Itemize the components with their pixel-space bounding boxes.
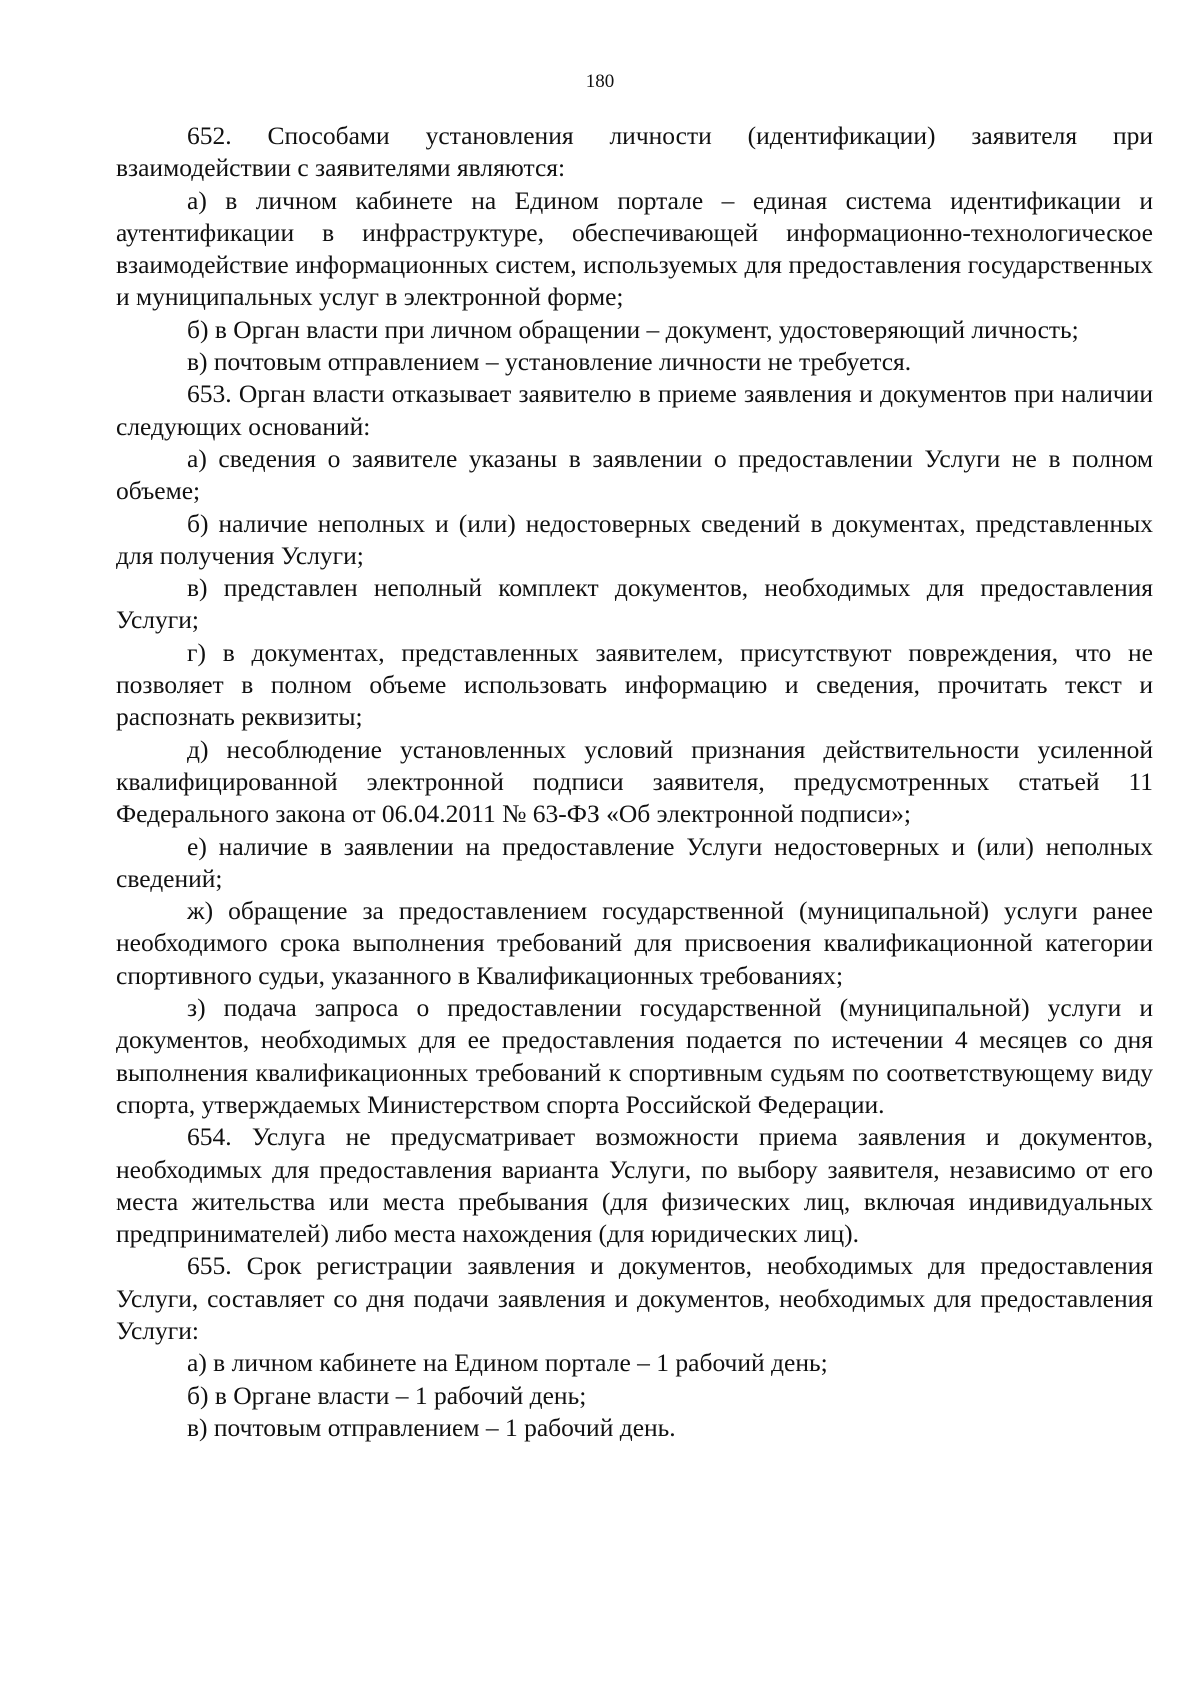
paragraph-653: 653. Орган власти отказывает заявителю в приеме заявления и документов при наличии следующих оснований: xyxy=(116,379,1153,441)
paragraph-653-e: е) наличие в заявлении на предоставление Услуги недостоверных и (или) неполных сведений; xyxy=(116,831,1153,893)
paragraph-655: 655. Срок регистрации заявления и документов, необходимых для предоставления Услуги, составляет со дня подачи заявления и документов, необходимых для предоставления Услуги: xyxy=(116,1251,1153,1345)
paragraph-652-v: в) почтовым отправлением – установление личности не требуется. xyxy=(187,347,912,377)
paragraph-655-a: а) в личном кабинете на Едином портале – 1 рабочий день; xyxy=(187,1348,828,1378)
paragraph-653-b: б) наличие неполных и (или) недостоверных сведений в документах, представленных для получения Услуги; xyxy=(116,508,1153,570)
paragraph-653-d: д) несоблюдение установленных условий признания действительности усиленной квалифицированной электронной подписи заявителя, предусмотренных статьей 11 Федерального закона от 06.04.2011 № 63-ФЗ «Об электронной подписи»; xyxy=(116,734,1153,829)
paragraph-654: 654. Услуга не предусматривает возможности приема заявления и документов, необходимых для предоставления варианта Услуги, по выбору заявителя, независимо от его места жительства или места пребывания (для физических лиц, включая индивидуальных предпринимателей) либо места нахождения (для юридических лиц). xyxy=(116,1122,1153,1249)
page-number: 180 xyxy=(585,71,615,92)
paragraph-655-b: б) в Органе власти – 1 рабочий день; xyxy=(187,1380,587,1410)
paragraph-652-a: а) в личном кабинете на Едином портале – единая система идентификации и аутентификации в инфраструктуре, обеспечивающей информационно-технологическое взаимодействие информационных систем, используемых для предоставления государственных и муниципальных услуг в электронной форме; xyxy=(116,185,1153,312)
paragraph-652: 652. Способами установления личности (идентификации) заявителя при взаимодействии с заявителями являются: xyxy=(116,121,1153,183)
paragraph-653-zh: ж) обращение за предоставлением государственной (муниципальной) услуги ранее необходимого срока выполнения требований для присвоения квалификационной категории спортивного судьи, указанного в Квалификационных требованиях; xyxy=(116,896,1153,990)
paragraph-653-v: в) представлен неполный комплект документов, необходимых для предоставления Услуги; xyxy=(116,573,1153,635)
paragraph-653-z: з) подача запроса о предоставлении государственной (муниципальной) услуги и документов, необходимых для ее предоставления подается по истечении 4 месяцев со дня выполнения квалификационных требований к спортивным судьям по соответствующему виду спорта, утверждаемых Министерством спорта Российской Федерации. xyxy=(116,993,1153,1119)
paragraph-653-a: а) сведения о заявителе указаны в заявлении о предоставлении Услуги не в полном объеме; xyxy=(116,443,1153,506)
paragraph-655-v: в) почтовым отправлением – 1 рабочий день. xyxy=(187,1412,676,1442)
paragraph-652-b: б) в Орган власти при личном обращении – документ, удостоверяющий личность; xyxy=(187,314,1079,344)
document-body xyxy=(116,120,1153,1444)
paragraph-653-g: г) в документах, представленных заявителем, присутствуют повреждения, что не позволяет в полном объеме использовать информацию и сведения, прочитать текст и распознать реквизиты; xyxy=(116,637,1153,732)
